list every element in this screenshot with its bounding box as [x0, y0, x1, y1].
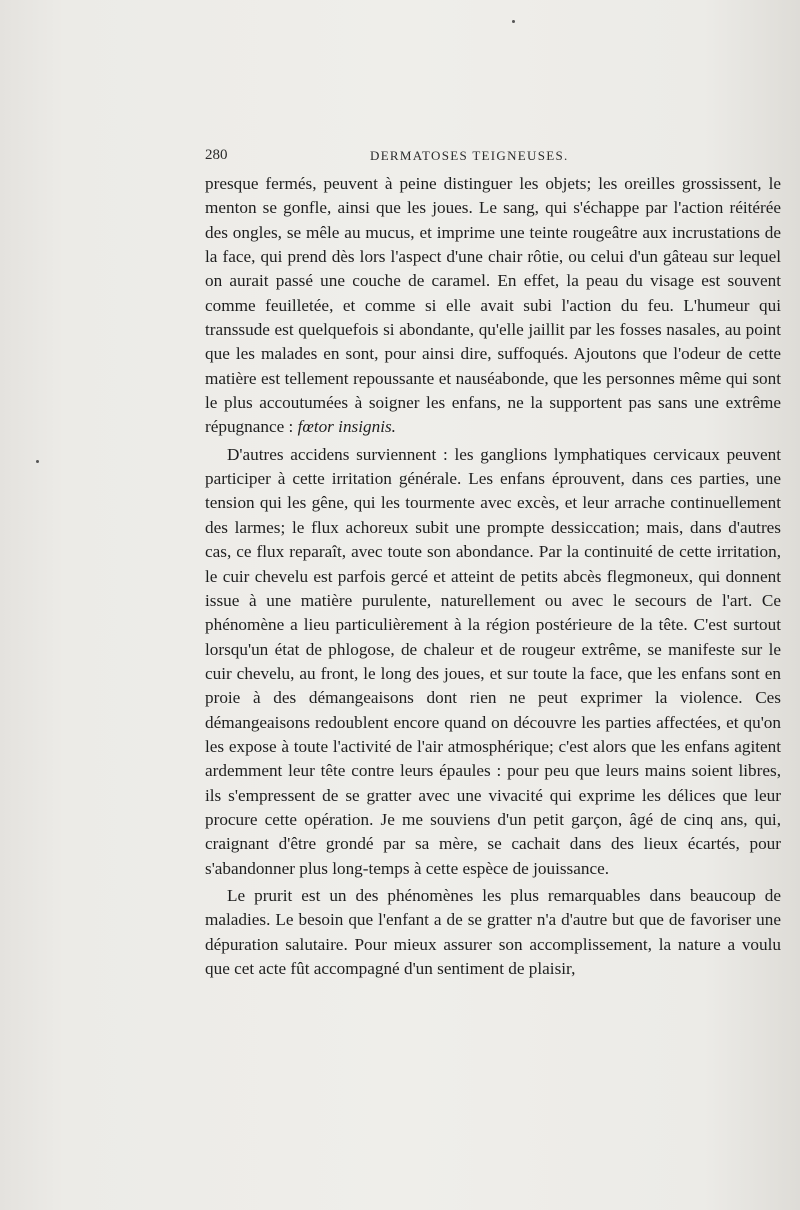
paper-speck	[512, 20, 515, 23]
latin-phrase: fœtor insignis.	[297, 417, 396, 437]
paragraph-2-text: D'autres accidens surviennent : les ganglions lymphatiques cervicaux peuvent participer à cette irritation générale. Les enfans éprouvent, dans ces parties, une tension qui les gêne, qui les tourmente avec excès, et leur arrache continuellement des larmes; le flux achoreux subit une prompte dessiccation; mais, dans d'autres cas, ce flux reparaît, avec toute son abondance. Par la continuité de cette irritation, le cuir chevelu est parfois gercé et atteint de petits abcès flegmoneux, qui donnent issue à une matière purulente, naturellement ou avec le secours de l'art. Ce phénomène a lieu particulièrement à la région postérieure de la tête. C'est surtout lorsqu'un état de phlogose, de chaleur et de rougeur extrême, se manifeste sur le cuir chevelu, au front, le long des joues, et sur toute la face, que les enfans sont en proie à des démangeaisons dont rien ne peut exprimer la violence. Ces démangeaisons redoublent encore quand on découvre les parties affectées, et qu'on les expose à toute l'activité de l'air atmosphérique; c'est alors que les enfans agitent ardemment leur tête contre leurs épaules : pour peu que leurs mains soient libres, ils s'empressent de se gratter avec une vivacité qui exprime les délices que leur procure cette opération. Je me souviens d'un petit garçon, âgé de cinq ans, qui, craignant d'être grondé par sa mère, se cachait dans des lieux écartés, pour s'abandonner plus long-temps à cette espèce de jouissance.	[205, 444, 781, 878]
paragraph-3-text: Le prurit est un des phénomènes les plus remarquables dans beaucoup de maladies. Le besoin que l'enfant a de se gratter n'a d'autre but que de favoriser une dépuration salutaire. Pour mieux assurer son accomplissement, la nature a voulu que cet acte fût accompagné d'un sentiment de plaisir,	[205, 885, 781, 978]
paper-speck	[36, 460, 39, 463]
body-text	[205, 172, 781, 981]
paragraph-3	[205, 884, 781, 981]
page-header	[205, 147, 781, 167]
paragraph-1	[205, 172, 781, 440]
running-title: DERMATOSES TEIGNEUSES.	[370, 148, 569, 163]
paragraph-1-text: presque fermés, peuvent à peine distinguer les objets; les oreilles grossissent, le menton se gonfle, ainsi que les joues. Le sang, qui s'échappe par l'action réitérée des ongles, se mêle au mucus, et imprime une teinte rougeâtre aux incrustations de la face, qui prend dès lors l'aspect d'une chair rôtie, ou celui d'un gâteau sur lequel on aurait passé une couche de caramel. En effet, la peau du visage est souvent comme feuilletée, et comme si elle avait subi l'action du feu. L'humeur qui transsude est quelquefois si abondante, qu'elle jaillit par les fosses nasales, au point que les malades en sont, pour ainsi dire, suffoqués. Ajoutons que l'odeur de cette matière est tellement repoussante et nauséabonde, que les personnes même qui sont le plus accoutumées à soigner les enfans, ne la supportent pas sans une extrême répugnance :	[205, 174, 781, 437]
paragraph-2	[205, 443, 781, 881]
page-number: 280	[205, 147, 228, 163]
